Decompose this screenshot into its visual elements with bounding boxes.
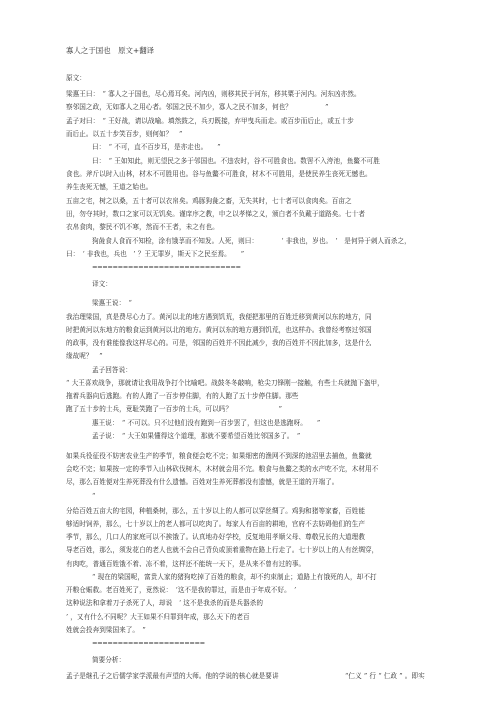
analysis-line-tail: “仁义 ” 行 “ 仁政 ” 。即实 xyxy=(345,672,425,680)
translation-line: 姓就会投奔到梁国来了。 ” xyxy=(66,626,146,634)
translation-heading: 译文： xyxy=(92,280,112,288)
translation-line: 这种说法和拿着刀子杀死了人，却说 ‘ 这不是我杀的而是兵器杀的 xyxy=(66,599,263,607)
original-line: 而后止。以五十步笑百步，则何如？ ” xyxy=(66,130,183,138)
translation-line: 如果兵役征役不妨害农业生产的季节，粮食便会吃不完；如果细密的渔网不到深的池沼里去捕鱼，鱼鳖就 xyxy=(66,452,372,460)
translation-line: 季节，那么，几口人的家庭可以不挨饿了。认真地办好学校，反复地用孝顺父母、尊敬兄长的大道理教 xyxy=(66,533,365,541)
analysis-line: 孟子是继孔子之后儒学家学派最有声望的大师。他的学说的核心就是要讲 xyxy=(66,672,279,680)
original-line: 孟子对曰： “ 王好战，请以战喻。填然鼓之，兵刃既接，弃甲曳兵而走。或百步而后止，或五十步 xyxy=(66,117,354,125)
translation-line: 缘故呢？ ” xyxy=(66,352,103,360)
translation-line: 会吃不完；如果按一定的季节入山林砍伐树木，木材就会用不完。粮食与鱼鳖之类的水产吃不完，木材用不 xyxy=(66,465,379,473)
original-line: 曰： “ 王如知此，则无望民之多于邻国也。不违农时，谷不可胜食也。数罟不入洿池，鱼鳖不可胜 xyxy=(92,157,380,165)
original-line: 田，勿夺其时，数口之家可以无饥矣。谨庠序之教，申之以孝悌之义，颁白者不负戴于道路矣。七十者 xyxy=(66,210,365,218)
original-line: 梁惠王曰： “ 寡人之于国也，尽心焉耳矣。河内凶，则移其民于河东，移其粟于河内。河东凶亦然。 xyxy=(66,90,361,98)
translation-line: 时把黄河以东地方的粮食运到黄河以北的地方。黄河以东的地方遇到饥荒，也这样办。我曾经考察过邻国 xyxy=(66,326,372,334)
original-line: 察邻国之政，无如寡人之用心者。邻国之民不加少，寡人之民不加多，何也？ ” xyxy=(66,103,329,111)
translation-line: 孟子说： “ 大王如果懂得这个道理，那就不要希望百姓比邻国多了。 ” xyxy=(92,432,301,440)
translation-line: “ 现在的梁国呢，富贵人家的猪狗吃掉了百姓的粮食，却不约束制止；道路上有饿死的人，却不打 xyxy=(92,573,377,581)
translation-line: 梁惠王说： “ xyxy=(92,299,132,307)
separator: ====================== xyxy=(92,639,205,647)
translation-line: 有肉吃，普通百姓饿不着、冻不着，这样还不能统一天下，是从来不曾有过的事。 xyxy=(66,560,306,568)
original-line: 五亩之宅，树之以桑，五十者可以衣帛矣。鸡豚狗彘之畜，无失其时，七十者可以食肉矣。百亩之 xyxy=(66,197,352,205)
original-line: 衣帛食肉，黎民不饥不寒，然而不王者，未之有也。 xyxy=(66,223,219,231)
document-title: 寡人之于国也 原文+翻译 xyxy=(66,46,155,55)
translation-line: 开粮仓赈救。老百姓死了，竟然说： ‘这不是我的罪过，而是由于年成不好。 ’ xyxy=(66,586,297,594)
translation-line: “ xyxy=(92,492,96,500)
translation-line: 够适时饲养，那么，七十岁以上的老人都可以吃肉了。每家人有百亩的耕地，官府不去妨碍他们的生产 xyxy=(66,520,365,528)
translation-line: 我治理梁国，真是费尽心力了。黄河以北的地方遇到饥荒，我便把那里的百姓迁移到黄河以东的地方，同 xyxy=(66,313,372,321)
original-line: 曰： “ 不可，直不百步耳，是亦走也。 ” xyxy=(92,143,221,151)
original-line: 曰： ‘ 非我也，兵也 ’ ？王无罪岁，斯天下之民至焉。 ” xyxy=(66,250,245,258)
original-line: 食也。斧斤以时入山林，材木不可胜用也。谷与鱼鳖不可胜食，材木不可胜用，是使民养生丧死无憾也。 xyxy=(66,170,372,178)
translation-line: 导老百姓，那么，须发花白的老人也就不会自己背负或顶着重物在路上行走了。七十岁以上的人有丝绸穿， xyxy=(66,546,379,554)
analysis-heading: 简要分析： xyxy=(92,656,126,664)
translation-line: 跑了五十步的士兵，竟耻笑跑了一百步的士兵，可以吗？ ” xyxy=(66,405,283,413)
translation-line: 尽，那么百姓便对生养死葬没有什么遗憾。百姓对生养死葬都没有遗憾，就是王道的开端了。 xyxy=(66,478,339,486)
translation-line: 分给百姓五亩大的宅园，种植桑树，那么，五十岁以上的人都可以穿丝绸了。鸡狗和猪等家畜，百姓能 xyxy=(66,507,365,515)
original-line: 养生丧死无憾，王道之始也。 xyxy=(66,183,153,191)
translation-line: 拖着兵器向后逃跑。有的人跑了一百步停住脚，有的人跑了五十步停住脚。那些 xyxy=(66,392,299,400)
translation-line: 惠王说： “ 不可以。只不过他们没有跑到一百步罢了，但这也是逃跑呀。 ” xyxy=(92,419,321,427)
original-heading: 原文： xyxy=(66,74,86,82)
original-line: 狗彘食人食而不知检，涂有饿莩而不知发。人死，则曰： ‘ 非我也，岁也。 ’ 是何异于刺人而杀之， xyxy=(92,237,411,245)
translation-line: 的政事，没有谁能像我这样尽心的。可是，邻国的百姓并不因此减少，我的百姓并不因此加多，这是什么 xyxy=(66,339,372,347)
translation-line: ’ ，又有什么不同呢？大王如果不归罪到年成，那么天下的老百 xyxy=(66,613,250,621)
separator: ============================= xyxy=(92,263,241,271)
translation-line: “ 大王喜欢战争，那就请让我用战争打个比喻吧。战鼓冬冬敲响，枪尖刀锋刚一接触，有些士兵就抛下盔甲， xyxy=(66,379,384,387)
translation-line: 孟子回答说： xyxy=(92,366,132,374)
